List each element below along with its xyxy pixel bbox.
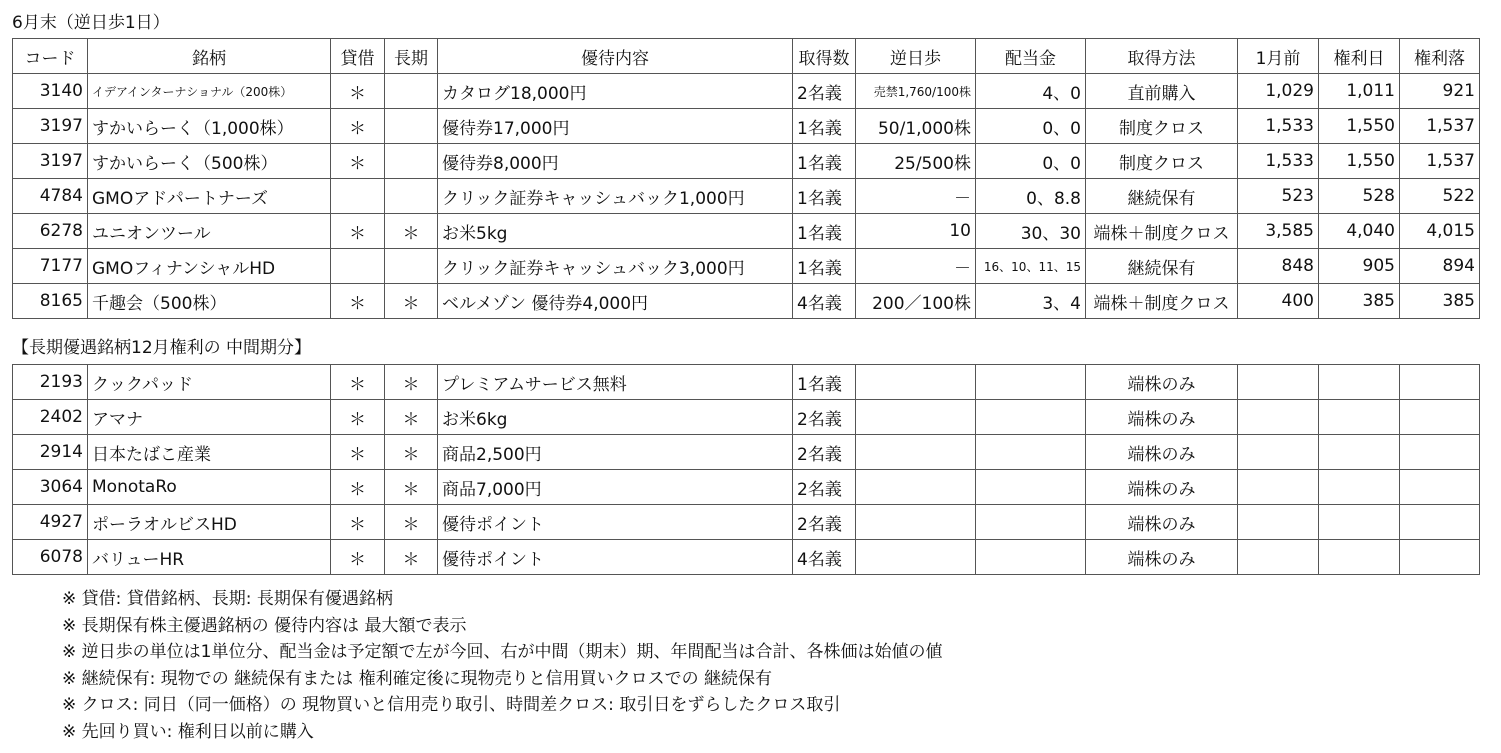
cell-ex-date: 385 [1400,284,1480,319]
cell-ex-date: 522 [1400,179,1480,214]
cell-benefit: お米6kg [438,400,793,435]
cell-benefit: 優待ポイント [438,540,793,575]
cell-ex-date [1400,365,1480,400]
cell-reverse-fee: 10 [856,214,976,249]
cell-lending: ＊ [331,144,385,179]
cell-longterm: ＊ [385,400,438,435]
cell-acquire-count: 2名義 [793,435,856,470]
cell-acquire-count: 1名義 [793,179,856,214]
cell-lending: ＊ [331,109,385,144]
cell-benefit: カタログ18,000円 [438,74,793,109]
cell-name: GMOフィナンシャルHD [88,249,331,284]
note-line: ※ 貸借: 貸借銘柄、長期: 長期保有優遇銘柄 [62,589,393,609]
cell-name: 千趣会（500株） [88,284,331,319]
cell-dividend [976,365,1086,400]
cell-acquire-count: 2名義 [793,400,856,435]
cell-benefit: 優待券17,000円 [438,109,793,144]
cell-record-date: 905 [1319,249,1400,284]
cell-lending: ＊ [331,365,385,400]
cell-longterm: ＊ [385,365,438,400]
cell-record-date: 1,550 [1319,109,1400,144]
cell-dividend [976,505,1086,540]
cell-month-before [1238,540,1319,575]
cell-benefit: クリック証券キャッシュバック1,000円 [438,179,793,214]
col-header-lending: 貸借 [331,39,385,74]
cell-name: ポーラオルビスHD [88,505,331,540]
cell-method: 端株＋制度クロス [1086,214,1238,249]
table-row [13,179,1480,214]
section-title: 【長期優遇銘柄12月権利の 中間期分】 [12,338,312,358]
cell-name: 日本たばこ産業 [88,435,331,470]
cell-acquire-count: 2名義 [793,470,856,505]
cell-record-date: 528 [1319,179,1400,214]
table-row [13,144,1480,179]
cell-acquire-count: 1名義 [793,109,856,144]
cell-method: 端株のみ [1086,540,1238,575]
table-row [13,74,1480,109]
cell-dividend: 30、30 [976,214,1086,249]
cell-benefit: ベルメゾン 優待券4,000円 [438,284,793,319]
col-header-name: 銘柄 [88,39,331,74]
cell-reverse-fee: 25/500株 [856,144,976,179]
cell-method: 端株のみ [1086,365,1238,400]
cell-benefit: 商品7,000円 [438,470,793,505]
cell-record-date [1319,470,1400,505]
main-table [12,38,1480,319]
cell-month-before [1238,400,1319,435]
col-header-reverse-fee: 逆日歩 [856,39,976,74]
cell-code: 2193 [13,365,88,400]
cell-code: 7177 [13,249,88,284]
longterm-table [12,364,1480,575]
cell-method: 端株のみ [1086,435,1238,470]
cell-benefit: 優待券8,000円 [438,144,793,179]
cell-acquire-count: 4名義 [793,540,856,575]
cell-method: 端株のみ [1086,505,1238,540]
cell-acquire-count: 1名義 [793,365,856,400]
cell-reverse-fee: 売禁1,760/100株 [856,74,976,109]
cell-reverse-fee [856,400,976,435]
cell-longterm: ＊ [385,470,438,505]
cell-method: 直前購入 [1086,74,1238,109]
cell-dividend [976,400,1086,435]
cell-method: 端株のみ [1086,470,1238,505]
cell-method: 継続保有 [1086,249,1238,284]
cell-dividend [976,435,1086,470]
cell-reverse-fee: － [856,179,976,214]
page-title: 6月末（逆日歩1日） [12,13,170,33]
cell-dividend: 0、8.8 [976,179,1086,214]
cell-dividend: 0、0 [976,109,1086,144]
table-row [13,365,1480,400]
cell-dividend: 16、10、11、15 [976,249,1086,284]
cell-month-before: 848 [1238,249,1319,284]
cell-record-date [1319,400,1400,435]
cell-name: バリューHR [88,540,331,575]
col-header-method: 取得方法 [1086,39,1238,74]
cell-ex-date [1400,435,1480,470]
cell-ex-date [1400,505,1480,540]
cell-code: 3197 [13,144,88,179]
cell-record-date: 1,011 [1319,74,1400,109]
cell-month-before [1238,435,1319,470]
cell-month-before: 1,533 [1238,144,1319,179]
note-line: ※ 逆日歩の単位は1単位分、配当金は予定額で左が今回、右が中間（期末）期、年間配当は合計、各株価は始値の値 [62,642,943,662]
cell-name: アマナ [88,400,331,435]
cell-method: 端株のみ [1086,400,1238,435]
cell-ex-date [1400,470,1480,505]
cell-ex-date: 894 [1400,249,1480,284]
col-header-acquire-count: 取得数 [793,39,856,74]
cell-lending: ＊ [331,214,385,249]
cell-month-before: 1,533 [1238,109,1319,144]
cell-record-date: 4,040 [1319,214,1400,249]
cell-lending: ＊ [331,400,385,435]
cell-lending [331,249,385,284]
cell-acquire-count: 2名義 [793,505,856,540]
cell-benefit: プレミアムサービス無料 [438,365,793,400]
cell-code: 3140 [13,74,88,109]
cell-month-before [1238,470,1319,505]
cell-code: 6278 [13,214,88,249]
cell-name: クックパッド [88,365,331,400]
cell-benefit: お米5kg [438,214,793,249]
cell-code: 4784 [13,179,88,214]
cell-month-before: 1,029 [1238,74,1319,109]
cell-name: すかいらーく（500株） [88,144,331,179]
cell-record-date [1319,435,1400,470]
cell-dividend [976,470,1086,505]
cell-reverse-fee [856,365,976,400]
note-line: ※ クロス: 同日（同一価格）の 現物買いと信用売り取引、時間差クロス: 取引日をずらしたクロス取引 [62,695,841,715]
cell-name: GMOアドパートナーズ [88,179,331,214]
cell-reverse-fee: 50/1,000株 [856,109,976,144]
cell-code: 4927 [13,505,88,540]
col-header-longterm: 長期 [385,39,438,74]
cell-record-date: 1,550 [1319,144,1400,179]
cell-method: 制度クロス [1086,109,1238,144]
note-line: ※ 継続保有: 現物での 継続保有または 権利確定後に現物売りと信用買いクロスでの 継続保有 [62,668,772,689]
cell-longterm: ＊ [385,505,438,540]
cell-method: 継続保有 [1086,179,1238,214]
cell-ex-date [1400,540,1480,575]
cell-reverse-fee [856,435,976,470]
cell-lending: ＊ [331,505,385,540]
cell-longterm [385,179,438,214]
cell-month-before: 523 [1238,179,1319,214]
cell-month-before: 400 [1238,284,1319,319]
cell-reverse-fee [856,505,976,540]
note-line: ※ 長期保有株主優遇銘柄の 優待内容は 最大額で表示 [62,615,467,636]
cell-ex-date: 921 [1400,74,1480,109]
table-row [13,284,1480,319]
cell-lending: ＊ [331,284,385,319]
cell-method: 端株＋制度クロス [1086,284,1238,319]
cell-lending: ＊ [331,540,385,575]
cell-acquire-count: 1名義 [793,249,856,284]
table-row [13,505,1480,540]
cell-benefit: 商品2,500円 [438,435,793,470]
header-row [13,39,1480,74]
cell-name: MonotaRo [88,470,331,505]
col-header-ex-date: 権利落 [1400,39,1480,74]
cell-code: 6078 [13,540,88,575]
cell-dividend: 4、0 [976,74,1086,109]
cell-dividend: 3、4 [976,284,1086,319]
cell-reverse-fee: 200／100株 [856,284,976,319]
cell-method: 制度クロス [1086,144,1238,179]
cell-name: イデアインターナショナル（200株） [88,74,331,109]
cell-longterm [385,144,438,179]
cell-code: 3197 [13,109,88,144]
cell-longterm: ＊ [385,435,438,470]
cell-longterm [385,109,438,144]
note-line: ※ 先回り買い: 権利日以前に購入 [62,721,314,742]
cell-record-date [1319,365,1400,400]
table-row [13,470,1480,505]
cell-code: 2402 [13,400,88,435]
table-row [13,400,1480,435]
cell-acquire-count: 4名義 [793,284,856,319]
table-row [13,435,1480,470]
cell-longterm [385,249,438,284]
table-row [13,109,1480,144]
cell-name: すかいらーく（1,000株） [88,109,331,144]
cell-lending [331,179,385,214]
col-header-code: コード [13,39,88,74]
cell-name: ユニオンツール [88,214,331,249]
cell-record-date: 385 [1319,284,1400,319]
notes [62,586,942,745]
cell-ex-date: 1,537 [1400,144,1480,179]
cell-benefit: 優待ポイント [438,505,793,540]
table-row [13,249,1480,284]
cell-month-before [1238,505,1319,540]
cell-longterm: ＊ [385,284,438,319]
cell-longterm [385,74,438,109]
cell-acquire-count: 1名義 [793,214,856,249]
cell-dividend [976,540,1086,575]
cell-acquire-count: 1名義 [793,144,856,179]
cell-reverse-fee [856,540,976,575]
cell-code: 2914 [13,435,88,470]
cell-month-before: 3,585 [1238,214,1319,249]
cell-longterm: ＊ [385,540,438,575]
cell-benefit: クリック証券キャッシュバック3,000円 [438,249,793,284]
col-header-month-before: 1月前 [1238,39,1319,74]
cell-record-date [1319,540,1400,575]
cell-lending: ＊ [331,74,385,109]
cell-ex-date: 4,015 [1400,214,1480,249]
cell-code: 3064 [13,470,88,505]
col-header-record-date: 権利日 [1319,39,1400,74]
cell-reverse-fee: － [856,249,976,284]
cell-lending: ＊ [331,470,385,505]
cell-lending: ＊ [331,435,385,470]
table-row [13,214,1480,249]
cell-ex-date: 1,537 [1400,109,1480,144]
col-header-benefit: 優待内容 [438,39,793,74]
cell-ex-date [1400,400,1480,435]
col-header-dividend: 配当金 [976,39,1086,74]
cell-longterm: ＊ [385,214,438,249]
cell-record-date [1319,505,1400,540]
cell-month-before [1238,365,1319,400]
cell-dividend: 0、0 [976,144,1086,179]
cell-code: 8165 [13,284,88,319]
table-row [13,540,1480,575]
cell-acquire-count: 2名義 [793,74,856,109]
cell-reverse-fee [856,470,976,505]
